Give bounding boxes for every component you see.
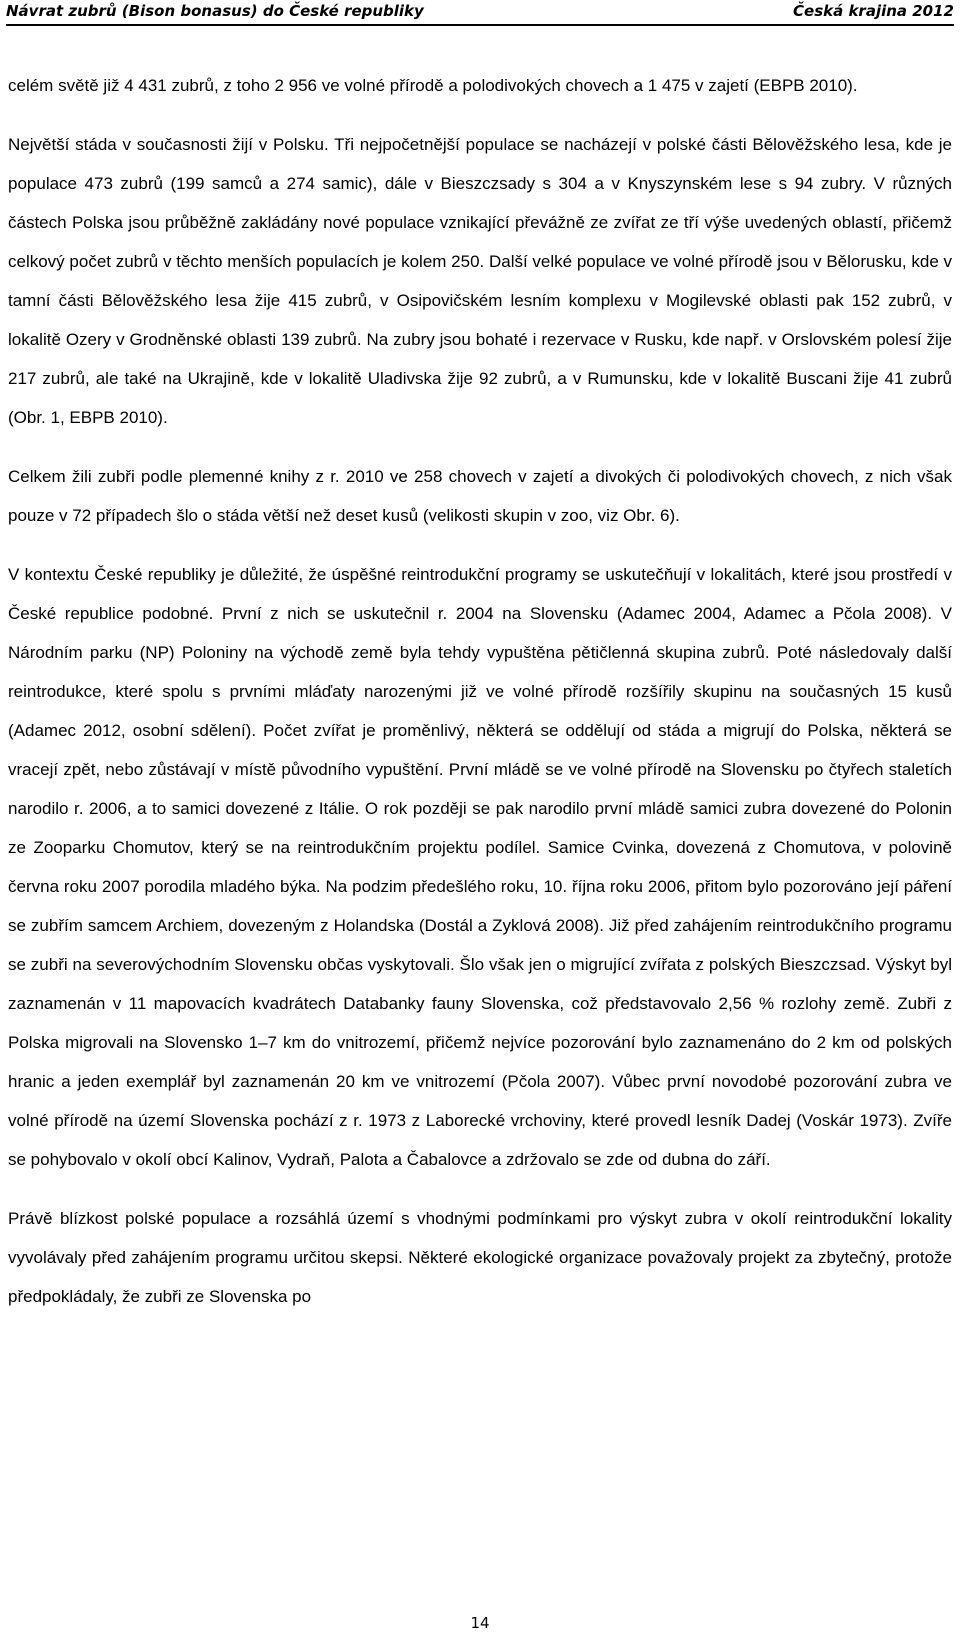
paragraph: celém světě již 4 431 zubrů, z toho 2 956 ve volné přírodě a polodivokých chovech a 1 475 v zajetí (EBPB 2010). (8, 76, 858, 95)
paragraph: Celkem žili zubři podle plemenné knihy z r. 2010 ve 258 chovech v zajetí a divokých či polodivokých chovech, z nich však pouze v 72 případech šlo o stáda větší než deset kusů (velikosti skupin v zoo, viz Obr. 6). (8, 467, 952, 525)
document-body (8, 66, 952, 1316)
paragraph: Právě blízkost polské populace a rozsáhlá území s vhodnými podmínkami pro výskyt zubra v okolí reintrodukční lokality vyvolávaly před zahájením programu určitou skepsi. Některé ekologické organizace považovaly projekt za zbytečný, protože předpokládaly, že zubři ze Slovenska po (8, 1209, 952, 1306)
header-journal: Česká krajina 2012 (793, 2, 954, 20)
header-title: Návrat zubrů (Bison bonasus) do České republiky (6, 2, 424, 20)
paragraph: V kontextu České republiky je důležité, že úspěšné reintrodukční programy se uskutečňují v lokalitách, které jsou prostředí v České republice podobné. První z nich se uskutečnil r. 2004 na Slovensku (Adamec 2004, Adamec a Pčola 2008). V Národním parku (NP) Poloniny na východě země byla tehdy vypuštěna pětičlenná skupina zubrů. Poté následovaly další reintrodukce, které spolu s prvními mláďaty narozenými již ve volné přírodě rozšířily skupinu na současných 15 kusů (Adamec 2012, osobní sdělení). Počet zvířat je proměnlivý, některá se oddělují od stáda a migrují do Polska, některá se vracejí zpět, nebo zůstávají v místě původního vypuštění. První mládě se ve volné přírodě na Slovensku po čtyřech staletích narodilo r. 2006, a to samici dovezené z Itálie. O rok později se pak narodilo první mládě samici zubra dovezené do Polonin ze Zooparku Chomutov, který se na reintrodukčním projektu podílel. Samice Cvinka, dovezená z Chomutova, v polovině června roku 2007 porodila mladého býka. Na podzim předešlého roku, 10. října roku 2006, přitom bylo pozorováno její páření se zubřím samcem Archiem, dovezeným z Holandska (Dostál a Zyklová 2008). Již před zahájením reintrodukčního programu se zubři na severovýchodním Slovensku občas vyskytovali. Šlo však jen o migrující zvířata z polských Bieszczsad. Výskyt byl zaznamenán v 11 mapovacích kvadrátech Databanky fauny Slovenska, což představovalo 2,56 % rozlohy země. Zubři z Polska migrovali na Slovensko 1–7 km do vnitrozemí, přičemž nejvíce pozorování bylo zaznamenáno do 2 km od polských hranic a jeden exemplář byl zaznamenán 20 km ve vnitrozemí (Pčola 2007). Vůbec první novodobé pozorování zubra ve volné přírodě na území Slovenska pochází z r. 1973 z Laborecké vrchoviny, které provedl lesník Dadej (Voskár 1973). Zvíře se pohybovalo v okolí obcí Kalinov, Vydraň, Palota a Čabalovce a zdržovalo se zde od dubna do září. (8, 565, 952, 1169)
page-number: 14 (470, 1614, 490, 1632)
running-header (6, 0, 954, 26)
paragraph: Největší stáda v současnosti žijí v Polsku. Tři nejpočetnější populace se nacházejí v polské části Bělověžského lesa, kde je populace 473 zubrů (199 samců a 274 samic), dále v Bieszczsady s 304 a v Knyszynském lese s 94 zubry. V různých částech Polska jsou průběžně zakládány nové populace vznikající převážně ze zvířat ze tří výše uvedených oblastí, přičemž celkový počet zubrů v těchto menších populacích je kolem 250. Další velké populace ve volné přírodě jsou v Bělorusku, kde v tamní části Bělověžského lesa žije 415 zubrů, v Osipovičském lesním komplexu v Mogilevské oblasti pak 152 zubrů, v lokalitě Ozery v Grodněnské oblasti 139 zubrů. Na zubry jsou bohaté i rezervace v Rusku, kde např. v Orslovském polesí žije 217 zubrů, ale také na Ukrajině, kde v lokalitě Uladivska žije 92 zubrů, a v Rumunsku, kde v lokalitě Buscani žije 41 zubrů (Obr. 1, EBPB 2010). (8, 135, 953, 427)
